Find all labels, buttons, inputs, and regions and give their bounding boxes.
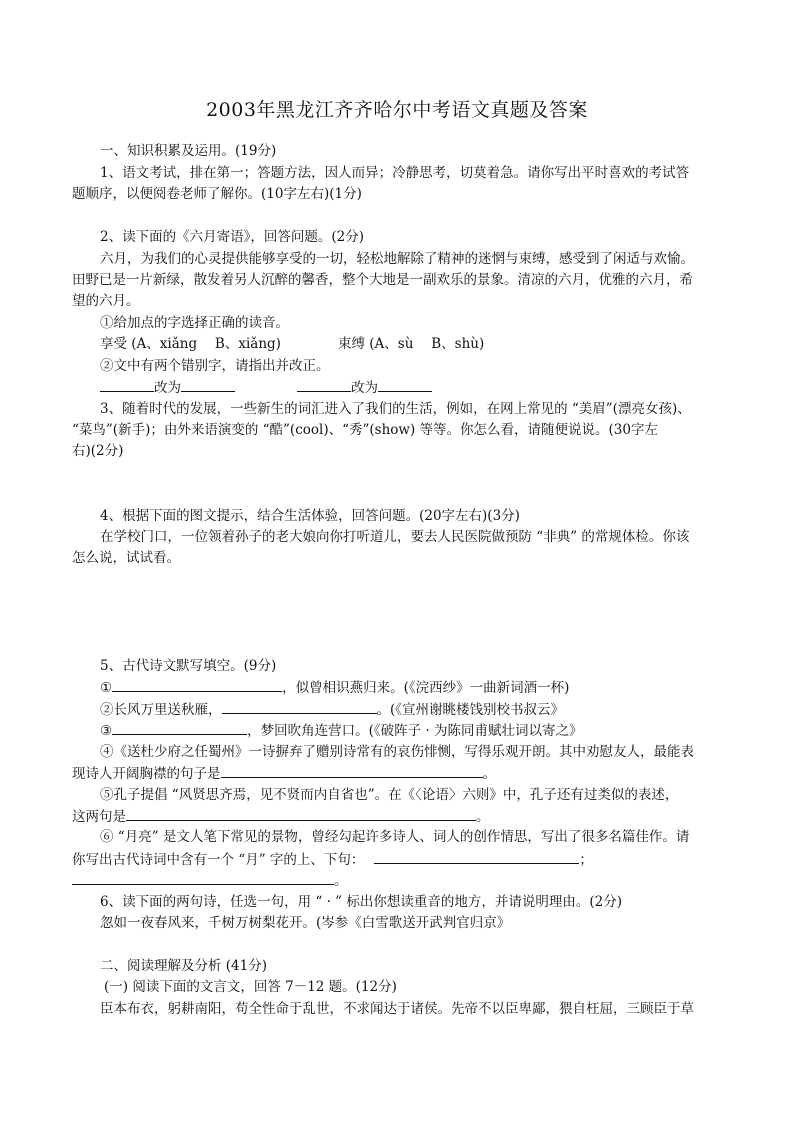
classical-passage-line-1: 臣本布衣，躬耕南阳，苟全性命于乱世，不求闻达于诸侯。先帝不以臣卑鄙，猥自枉屈，三顾臣于草 [100, 1001, 694, 1017]
answer-blank[interactable] [72, 870, 334, 885]
fix-label: 改为 [351, 380, 378, 396]
item-text: 现诗人开阔胸襟的句子是 [72, 766, 221, 782]
answer-blank[interactable] [374, 849, 579, 864]
q4-line-3: 怎么说，试试看。 [72, 550, 180, 566]
q5-item-2 [100, 699, 564, 720]
item-text: ，似曾相识燕归来。(《浣西纱》一曲新词酒一杯) [282, 680, 570, 696]
q3-line-3: 右)(2分) [72, 443, 124, 459]
q5-item-6-line-3 [72, 870, 348, 891]
item-text: ②长风万里送秋雁， [100, 702, 222, 718]
item-text: 。 [476, 809, 490, 825]
document-title: 2003年黑龙江齐齐哈尔中考语文真题及答案 [206, 99, 588, 121]
item-text: 。 [334, 873, 348, 889]
answer-blank[interactable] [222, 699, 377, 714]
q5-item-4-line-1: ④《送杜少府之任蜀州》一诗摒弃了赠别诗常有的哀伤悱恻，写得乐观开朗。其中劝慰友人，最能表 [100, 744, 694, 760]
item-text: 你写出古代诗词中含有一个 “月” 字的上、下句： [72, 852, 365, 868]
q2-option-b: 束缚 (A、sù B、shù) [338, 336, 485, 352]
q4-line-1: 4、根据下面的图文提示，结合生活体验，回答问题。(20字左右)(3分) [100, 508, 520, 524]
q2-fix-row-1 [100, 377, 235, 398]
answer-blank[interactable] [181, 377, 235, 392]
q4-line-2: 在学校门口，一位领着孙子的老大娘向你打听道儿，要去人民医院做预防 “非典” 的常规体检。你该 [100, 529, 690, 545]
q2-sub-1: ①给加点的字选择正确的读音。 [100, 315, 289, 331]
q1-line-2: 题顺序，以便阅卷老师了解你。(10字左右)(1分) [72, 186, 362, 202]
q3-line-1: 3、随着时代的发展，一些新生的词汇进入了我们的生活，例如，在网上常见的 “美眉”(漂亮女孩)、 [100, 401, 691, 417]
q2-passage-line-2: 田野已是一片新绿，散发着另人沉醉的馨香，整个大地是一副欢乐的景象。清凉的六月，优雅的六月，希 [72, 272, 693, 288]
answer-blank[interactable] [112, 720, 247, 735]
q2-option-a: 享受 (A、xiǎng B、xiǎng) [100, 336, 281, 352]
item-text: 。(《宣州谢眺楼饯别校书叔云》 [376, 702, 565, 718]
answer-blank[interactable] [297, 377, 351, 392]
item-marker: ① [100, 680, 113, 696]
q2-fix-row-2 [297, 377, 432, 398]
answer-blank[interactable] [221, 763, 483, 778]
q2-passage-line-1: 六月，为我们的心灵提供能够享受的一切，轻松地解除了精神的迷惘与束缚，感受到了闲适与欢愉。 [100, 251, 694, 267]
q5-item-6-line-2 [72, 849, 593, 870]
q6-line-2: 忽如一夜春风来，千树万树梨花开。(岑参《白雪歌送开武判官归京》 [100, 915, 511, 931]
q5-heading: 5、古代诗文默写填空。(9分) [100, 658, 277, 674]
item-text: 这两句是 [72, 809, 126, 825]
q5-item-5-line-1: ⑤孔子提倡 “风贤思齐焉，见不贤而内自省也”。在《〈论语〉六则》中，孔子还有过类似的表述， [100, 787, 679, 803]
answer-blank[interactable] [126, 806, 476, 821]
q5-item-6-line-1: ⑥ “月亮” 是文人笔下常见的景物，曾经勾起许多诗人、词人的创作情思，写出了很多名篇佳作。请 [100, 829, 690, 845]
q2-sub-2: ②文中有两个错别字，请指出并改正。 [100, 358, 330, 374]
item-text: ，梦回吹角连营口。(《破阵子 · 为陈同甫赋壮词以寄之》 [247, 723, 583, 739]
q2-heading: 2、读下面的《六月寄语》，回答问题。(2分) [100, 229, 364, 245]
q1-line-1: 1、语文考试，排在第一；答题方法，因人而异；冷静思考，切莫着急。请你写出平时喜欢的考试答 [100, 165, 690, 181]
q6-line-1: 6、读下面的两句诗，任选一句，用 “ · ” 标出你想读重音的地方，并请说明理由。(2分) [100, 894, 622, 910]
section-2-heading: 二、阅读理解及分析 (41分) [100, 958, 268, 974]
item-text: ； [579, 852, 593, 868]
q5-item-4-line-2 [72, 763, 496, 784]
q5-item-5-line-2 [72, 806, 490, 827]
answer-blank[interactable] [378, 377, 432, 392]
fix-label: 改为 [154, 380, 181, 396]
item-marker: ③ [100, 723, 113, 739]
section-1-heading: 一、知识积累及运用。(19分) [100, 143, 277, 159]
q5-item-3 [100, 720, 583, 741]
q2-passage-line-3: 望的六月。 [72, 293, 140, 309]
answer-blank[interactable] [112, 677, 282, 692]
q3-line-2: “菜鸟”(新手)；由外来语演变的 “酷”(cool)、“秀”(show) 等等。你怎么看，请随便说说。(30字左 [72, 422, 658, 438]
item-text: 。 [482, 766, 496, 782]
section-2-subheading: (一) 阅读下面的文言文，回答 7－12 题。(12分) [104, 979, 397, 995]
q5-item-1 [100, 677, 569, 698]
answer-blank[interactable] [100, 377, 154, 392]
